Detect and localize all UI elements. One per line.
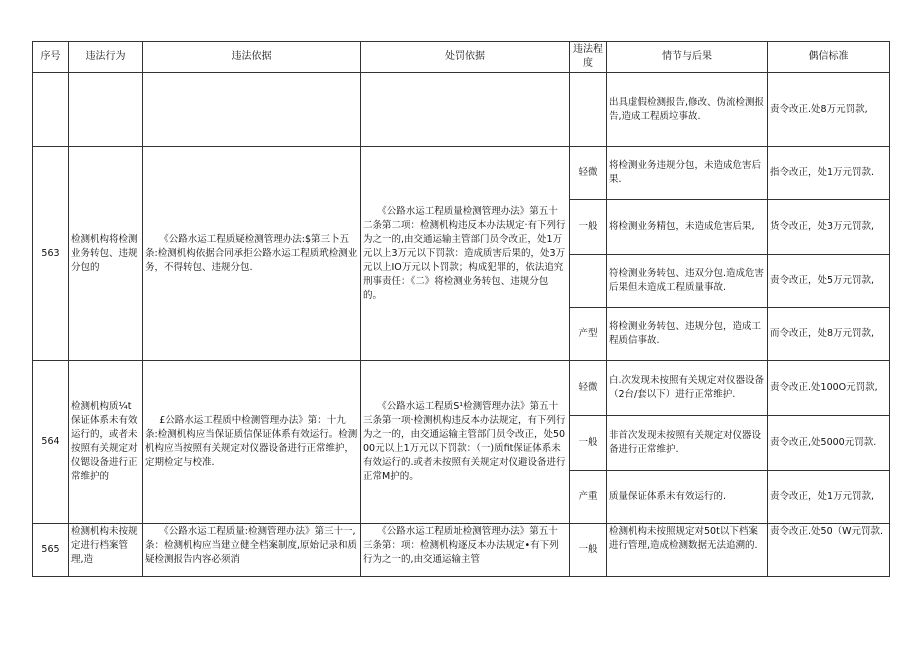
header-circumstances: 情节与后果	[607, 42, 768, 73]
cell-degree: 一般	[570, 524, 607, 577]
cell-circumstances: 质量保证体系未有效运行的.	[607, 471, 768, 524]
cell-standard: 责令改正，处5万元罚款,	[768, 255, 890, 308]
table-row	[33, 73, 890, 147]
header-degree: 违法程度	[570, 42, 607, 73]
header-no: 序号	[33, 42, 69, 73]
cell-standard: 责令改正,处5000元罚款.	[768, 416, 890, 471]
cell-circumstances: 符检测业务转包、违双分包.造成危害后果但未造成工程质量事故.	[607, 255, 768, 308]
penalty-standard-table	[32, 41, 890, 577]
cell-standard: 责令改正，处1万元罚款,	[768, 471, 890, 524]
table-row	[33, 361, 890, 416]
cell-degree: 轻微	[570, 147, 607, 200]
cell-basis: 《公路水运工程质疑检测管理办法:$第三卜五条:检测机构依据合同承拒公路水运工程质玳检测业务，不得转包、违规分包.	[143, 147, 361, 361]
cell-act	[69, 73, 143, 147]
cell-standard: 责令改正.处50（W元罚款.	[768, 524, 890, 577]
header-violation-basis: 违法依据	[143, 42, 361, 73]
cell-circumstances: 将检测业务违规分包，未造成危害后果.	[607, 147, 768, 200]
table-row	[33, 524, 890, 577]
cell-circumstances: 白.次发现未按照有关规定对仪器设备（2台/套以下）进行正常维护.	[607, 361, 768, 416]
cell-degree	[570, 255, 607, 308]
cell-act: 检测机构未按规定进行档案管理,造	[69, 524, 143, 577]
header-penalty-basis: 处罚依据	[361, 42, 570, 73]
header-row	[33, 42, 890, 73]
cell-degree: 产重	[570, 471, 607, 524]
cell-circumstances: 出具虚假检测报告,修改、伪流检测报告,造成工程质垃事故.	[607, 73, 768, 147]
cell-no	[33, 73, 69, 147]
cell-no: 565	[33, 524, 69, 577]
cell-circumstances: 非首次发现未按照有关规定对仪器设备进行正常维护.	[607, 416, 768, 471]
cell-standard: 责令改正.处100O元罚款,	[768, 361, 890, 416]
cell-basis	[143, 73, 361, 147]
table-row	[33, 147, 890, 200]
cell-degree: 产型	[570, 308, 607, 361]
cell-degree: 轻微	[570, 361, 607, 416]
cell-degree: 一般	[570, 416, 607, 471]
header-standard: 偶信标准	[768, 42, 890, 73]
cell-basis: £公路水运工程质中检测管理办法》第：十九条:检测机构应当保证质信保证体系有效运行。检测机构应当按照有关规定对仪器设备进行正常维护，定期检定与校准.	[143, 361, 361, 524]
cell-no: 563	[33, 147, 69, 361]
cell-circumstances: 将检测业务转包、违规分包，造成工程质信事故.	[607, 308, 768, 361]
cell-penalty: 《公路水运工程质量检测管理办法》第五十二条第二项：检测机构违反本办法规定·有下列行为之一的,由交通运输主管部门员令改正，处1万元以上3万元以下罚款：造成质害后果的，处3万元以上IO万元以卜罚款；构成犯罪的，依法追究刑事责任：《二》将检测业务转包、违规分包的。	[361, 147, 570, 361]
cell-circumstances: 检测机构未按照规定对50t以下档案进行管理,造成检测数据无法追溯的.	[607, 524, 768, 577]
cell-standard: 货令改正，处3万元罚款,	[768, 200, 890, 255]
cell-basis: 《公路水运工程质量:检测管理办法》第三十一,条：检测机构应当建立健全档案制度,原始记录和质疑检测报告内容必须消	[143, 524, 361, 577]
cell-penalty	[361, 73, 570, 147]
cell-act: 检测机构质¼t保证体系未有效运行的，或者未按照有关规定对仪锶设备进行正常维护的	[69, 361, 143, 524]
cell-act: 检测机构将检测业务转包、违规分包的	[69, 147, 143, 361]
cell-no: 564	[33, 361, 69, 524]
cell-circumstances: 将检测业务精包，未造成危害后果,	[607, 200, 768, 255]
cell-penalty: 《公路水运工程质S¹检测管理办法》第五十三条第一项·检测机构违反本办法规定，有下列行为之一的，由交通运输主管部门员令改正，处5000元以上1万元以下罚款：（一)质fit保证体系未有效运行的.或者未按照有关规定对仪避设备进行正常M护的。	[361, 361, 570, 524]
cell-standard: 责令改正.处8万元罚款,	[768, 73, 890, 147]
header-violation-act: 违法行为	[69, 42, 143, 73]
cell-degree: 一般	[570, 200, 607, 255]
cell-penalty: 《公路水运工程质址检测管理办法》第五十三条第：项：检测机构逐反本办法规定•有下列行为之一的,由交通运输主管	[361, 524, 570, 577]
cell-degree	[570, 73, 607, 147]
cell-standard: 指令改正，处1万元罚款.	[768, 147, 890, 200]
cell-standard: 而令改正，处8万元罚款,	[768, 308, 890, 361]
